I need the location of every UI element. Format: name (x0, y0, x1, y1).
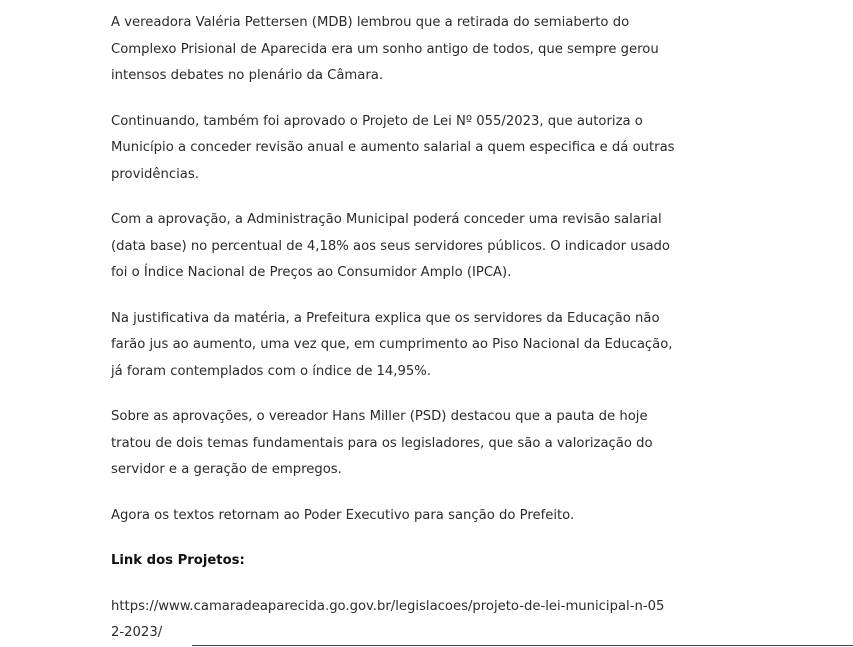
paragraph-justificativa: Na justificativa da matéria, a Prefeitura explica que os servidores da Educação não farão jus ao aumento, uma vez que, em cumprimento ao Piso Nacional da Educação, já foram contemplados com o índice de 14,95%. (111, 310, 673, 379)
paragraph-hans-miller: Sobre as aprovações, o vereador Hans Miller (PSD) destacou que a pauta de hoje tratou de dois temas fundamentais para os legisladores, que são a valorização do servidor e a geração de empregos. (111, 409, 653, 477)
article-body (111, 10, 679, 647)
links-heading: Link dos Projetos: (111, 553, 245, 568)
paragraph-revisao-salarial: Com a aprovação, a Administração Municipal poderá conceder uma revisão salarial (data base) no percentual de 4,18% aos seus servidores públicos. O indicador usado foi o Índice Nacional de Preços ao Consumidor Amplo (IPCA). (111, 212, 671, 280)
paragraph-poder-executivo: Agora os textos retornam ao Poder Executivo para sanção do Prefeito. (111, 507, 575, 523)
paragraph-projeto-lei-055: Continuando, também foi aprovado o Projeto de Lei Nº 055/2023, que autoriza o Município a conceder revisão anual e aumento salarial a quem especifica e dá outras providências. (111, 113, 675, 182)
bottom-divider (192, 645, 853, 646)
project-link[interactable]: https://www.camaradeaparecida.go.gov.br/legislacoes/projeto-de-lei-municipal-n-052-2023/ (111, 598, 665, 640)
paragraph-valeria-pettersen: A vereadora Valéria Pettersen (MDB) lembrou que a retirada do semiaberto do Complexo Prisional de Aparecida era um sonho antigo de todos, que sempre gerou intensos debates no plenário da Câmara. (111, 15, 659, 83)
